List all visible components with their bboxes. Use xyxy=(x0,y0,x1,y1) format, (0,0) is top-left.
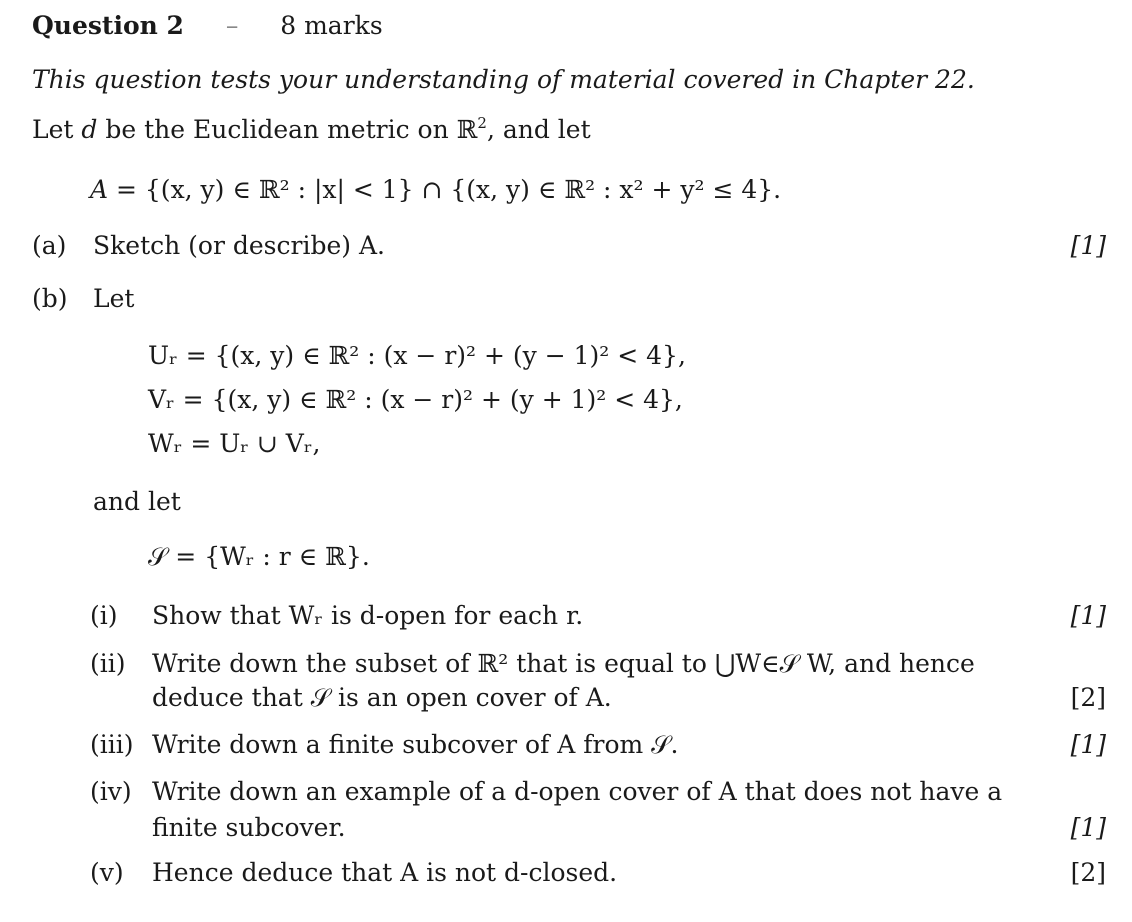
subpart-i-text: Show that Wᵣ is d-open for each r. xyxy=(152,601,584,630)
subpart-iv-label: (iv) xyxy=(90,777,132,806)
set-a-body: = {(x, y) ∈ ℝ² : |x| < 1} ∩ {(x, y) ∈ ℝ² : x² + y² ≤ 4}. xyxy=(108,175,782,204)
part-a-text: Sketch (or describe) A. xyxy=(93,231,385,260)
and-let-text: and let xyxy=(93,487,181,516)
space-symbol: ℝ xyxy=(456,115,478,144)
subpart-ii-text-2: deduce that 𝒮 is an open cover of A. xyxy=(152,683,612,712)
setup-before: Let xyxy=(32,115,82,144)
subpart-iii-label: (iii) xyxy=(90,730,134,759)
eq-w: Wᵣ = Uᵣ ∪ Vᵣ, xyxy=(148,429,321,458)
question-label: Question 2 xyxy=(32,11,184,40)
subpart-v-label: (v) xyxy=(90,858,124,887)
subpart-ii-marks: [2] xyxy=(1070,683,1106,712)
subpart-ii-text-1: Write down the subset of ℝ² that is equal to ⋃W∈𝒮 W, and hence xyxy=(152,649,975,678)
question-header xyxy=(32,10,383,42)
metric-var: d xyxy=(81,115,98,144)
subpart-iv-text-1: Write down an example of a d-open cover of A that does not have a xyxy=(152,777,1003,806)
setup-middle: be the Euclidean metric on xyxy=(97,115,457,144)
subpart-iv-marks: [1] xyxy=(1070,813,1106,842)
part-b-label: (b) xyxy=(32,284,68,313)
subpart-v-marks: [2] xyxy=(1070,858,1106,887)
subpart-i-label: (i) xyxy=(90,601,118,630)
subpart-iv-text-2: finite subcover. xyxy=(152,813,346,842)
eq-s: 𝒮 = {Wᵣ : r ∈ ℝ}. xyxy=(148,542,370,571)
eq-u: Uᵣ = {(x, y) ∈ ℝ² : (x − r)² + (y − 1)² < 4}, xyxy=(148,341,686,370)
header-dash: – xyxy=(225,11,239,40)
part-a-marks: [1] xyxy=(1070,231,1106,260)
intro-text: This question tests your understanding of material covered in Chapter 22. xyxy=(32,65,975,94)
set-a-equation xyxy=(90,174,781,206)
subpart-iii-marks: [1] xyxy=(1070,730,1106,759)
setup-text xyxy=(32,114,591,146)
space-exponent: 2 xyxy=(477,114,487,132)
part-b-text: Let xyxy=(93,284,135,313)
subpart-ii-label: (ii) xyxy=(90,649,126,678)
part-a-label: (a) xyxy=(32,231,67,260)
setup-after: , and let xyxy=(486,115,591,144)
set-a-lhs: A xyxy=(90,175,109,204)
subpart-i-marks: [1] xyxy=(1070,601,1106,630)
subpart-iii-text: Write down a finite subcover of A from 𝒮. xyxy=(152,730,679,759)
marks-total: 8 marks xyxy=(280,11,383,40)
subpart-v-text: Hence deduce that A is not d-closed. xyxy=(152,858,618,887)
eq-v: Vᵣ = {(x, y) ∈ ℝ² : (x − r)² + (y + 1)² < 4}, xyxy=(148,385,683,414)
